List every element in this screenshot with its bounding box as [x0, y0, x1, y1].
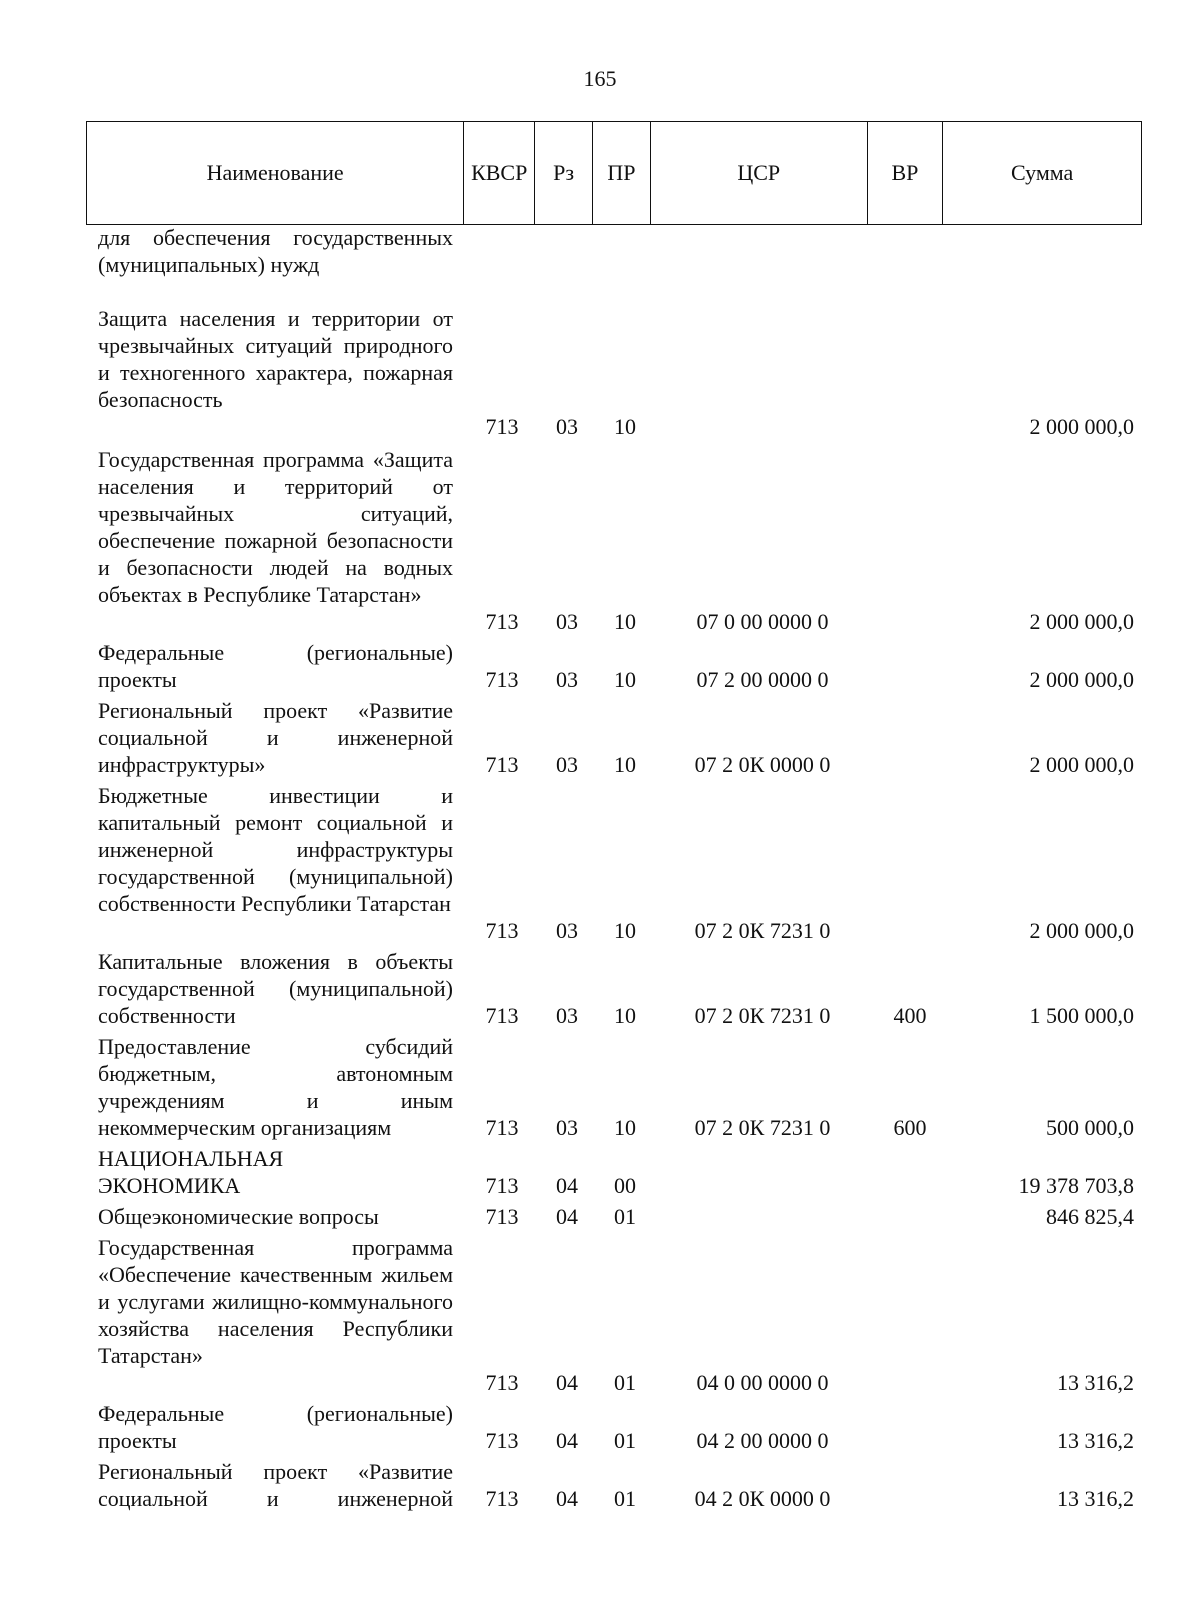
row-name: Общеэкономические вопросы — [98, 1204, 379, 1229]
table-row — [0, 948, 1200, 1029]
column-header-sum: Сумма — [1011, 160, 1074, 185]
column-header-name: Наименование — [87, 122, 464, 224]
row-pr: 10 — [614, 414, 636, 439]
row-sum: 2 000 000,0 — [1029, 414, 1134, 439]
row-rz: 04 — [556, 1428, 578, 1453]
row-csr: 04 0 00 0000 0 — [696, 1370, 829, 1395]
row-kvsr: 713 — [485, 1370, 519, 1395]
page-number: 165 — [583, 66, 617, 91]
row-rz: 03 — [556, 752, 578, 777]
row-pr: 01 — [614, 1428, 636, 1453]
row-pr: 10 — [614, 1003, 636, 1028]
table-row — [0, 1033, 1200, 1141]
column-header-kvsr: КВСР — [464, 122, 535, 224]
row-kvsr: 713 — [485, 609, 519, 634]
row-sum: 19 378 703,8 — [1018, 1173, 1134, 1198]
row-kvsr: 713 — [485, 1486, 519, 1511]
row-rz: 03 — [556, 918, 578, 943]
row-pr: 01 — [614, 1204, 636, 1229]
row-kvsr: 713 — [485, 667, 519, 692]
row-pr: 10 — [614, 1115, 636, 1140]
row-sum: 2 000 000,0 — [1029, 752, 1134, 777]
row-kvsr: 713 — [485, 752, 519, 777]
row-name: Федеральные (региональные) проекты — [98, 1401, 453, 1453]
row-pr: 10 — [614, 752, 636, 777]
row-kvsr: 713 — [485, 918, 519, 943]
row-name: Региональный проект «Развитие социальной и инженерной — [98, 1459, 453, 1511]
row-kvsr: 713 — [485, 414, 519, 439]
row-sum: 2 000 000,0 — [1029, 667, 1134, 692]
row-rz: 03 — [556, 1003, 578, 1028]
row-vr: 600 — [893, 1115, 927, 1140]
row-rz: 04 — [556, 1486, 578, 1511]
row-rz: 03 — [556, 667, 578, 692]
table-row — [0, 697, 1200, 778]
row-csr: 07 2 0К 7231 0 — [694, 918, 831, 943]
table-row — [0, 1203, 1200, 1230]
row-kvsr: 713 — [485, 1428, 519, 1453]
row-kvsr: 713 — [485, 1115, 519, 1140]
row-sum: 13 316,2 — [1057, 1486, 1134, 1511]
column-header-vr: ВР — [868, 122, 944, 224]
row-pr: 10 — [614, 609, 636, 634]
row-rz: 04 — [556, 1370, 578, 1395]
row-name: Защита населения и территории от чрезвычайных ситуаций природного и техногенного характера, пожарная безопасность — [98, 306, 453, 412]
row-sum: 2 000 000,0 — [1029, 609, 1134, 634]
row-csr: 07 2 0К 7231 0 — [694, 1003, 831, 1028]
row-csr: 07 2 0К 0000 0 — [694, 752, 831, 777]
row-rz: 03 — [556, 414, 578, 439]
table-row — [0, 1145, 1200, 1199]
row-kvsr: 713 — [485, 1204, 519, 1229]
row-csr: 04 2 00 0000 0 — [696, 1428, 829, 1453]
row-kvsr: 713 — [485, 1173, 519, 1198]
row-pr: 01 — [614, 1370, 636, 1395]
row-sum: 846 825,4 — [1046, 1204, 1134, 1229]
table-row — [0, 1400, 1200, 1454]
row-name: Региональный проект «Развитие социальной и инженерной инфраструктуры» — [98, 698, 453, 777]
row-name: Бюджетные инвестиции и капитальный ремонт социальной и инженерной инфраструктуры государственной (муниципальной) собственности Республики Татарстан — [98, 783, 453, 916]
table-row — [0, 224, 1200, 305]
row-sum: 1 500 000,0 — [1029, 1003, 1134, 1028]
row-pr: 01 — [614, 1486, 636, 1511]
table-row — [0, 782, 1200, 944]
row-name: для обеспечения государственных (муниципальных) нужд — [98, 225, 453, 277]
table-row — [0, 446, 1200, 635]
row-name: Государственная программа «Обеспечение качественным жильем и услугами жилищно-коммунального хозяйства населения Республики Татарстан» — [98, 1235, 453, 1368]
row-rz: 04 — [556, 1204, 578, 1229]
row-name: Капитальные вложения в объекты государственной (муниципальной) собственности — [98, 949, 453, 1028]
row-sum: 500 000,0 — [1046, 1115, 1134, 1140]
row-pr: 10 — [614, 918, 636, 943]
table-row — [0, 1458, 1200, 1512]
row-rz: 03 — [556, 609, 578, 634]
row-name: Федеральные (региональные) проекты — [98, 640, 453, 692]
row-name: Предоставление субсидий бюджетным, автономным учреждениям и иным некоммерческим организациям — [98, 1034, 453, 1140]
table-header — [86, 121, 1142, 225]
table-row — [0, 1234, 1200, 1396]
row-name: Государственная программа «Защита населения и территорий от чрезвычайных ситуаций, обеспечение пожарной безопасности и безопасности людей на водных объектах в Республике Татарстан» — [98, 447, 453, 607]
row-sum: 2 000 000,0 — [1029, 918, 1134, 943]
row-sum: 13 316,2 — [1057, 1428, 1134, 1453]
row-pr: 00 — [614, 1173, 636, 1198]
column-header-rz: Рз — [535, 122, 593, 224]
column-header-csr: ЦСР — [651, 122, 868, 224]
row-rz: 04 — [556, 1173, 578, 1198]
row-pr: 10 — [614, 667, 636, 692]
table-row — [0, 639, 1200, 693]
row-vr: 400 — [893, 1003, 927, 1028]
row-name: НАЦИОНАЛЬНАЯ ЭКОНОМИКА — [98, 1146, 284, 1198]
row-csr: 07 2 00 0000 0 — [696, 667, 829, 692]
row-csr: 07 0 00 0000 0 — [696, 609, 829, 634]
row-csr: 07 2 0К 7231 0 — [694, 1115, 831, 1140]
row-sum: 13 316,2 — [1057, 1370, 1134, 1395]
row-kvsr: 713 — [485, 1003, 519, 1028]
column-header-pr: ПР — [593, 122, 651, 224]
row-rz: 03 — [556, 1115, 578, 1140]
table-row — [0, 305, 1200, 440]
row-csr: 04 2 0К 0000 0 — [694, 1486, 831, 1511]
